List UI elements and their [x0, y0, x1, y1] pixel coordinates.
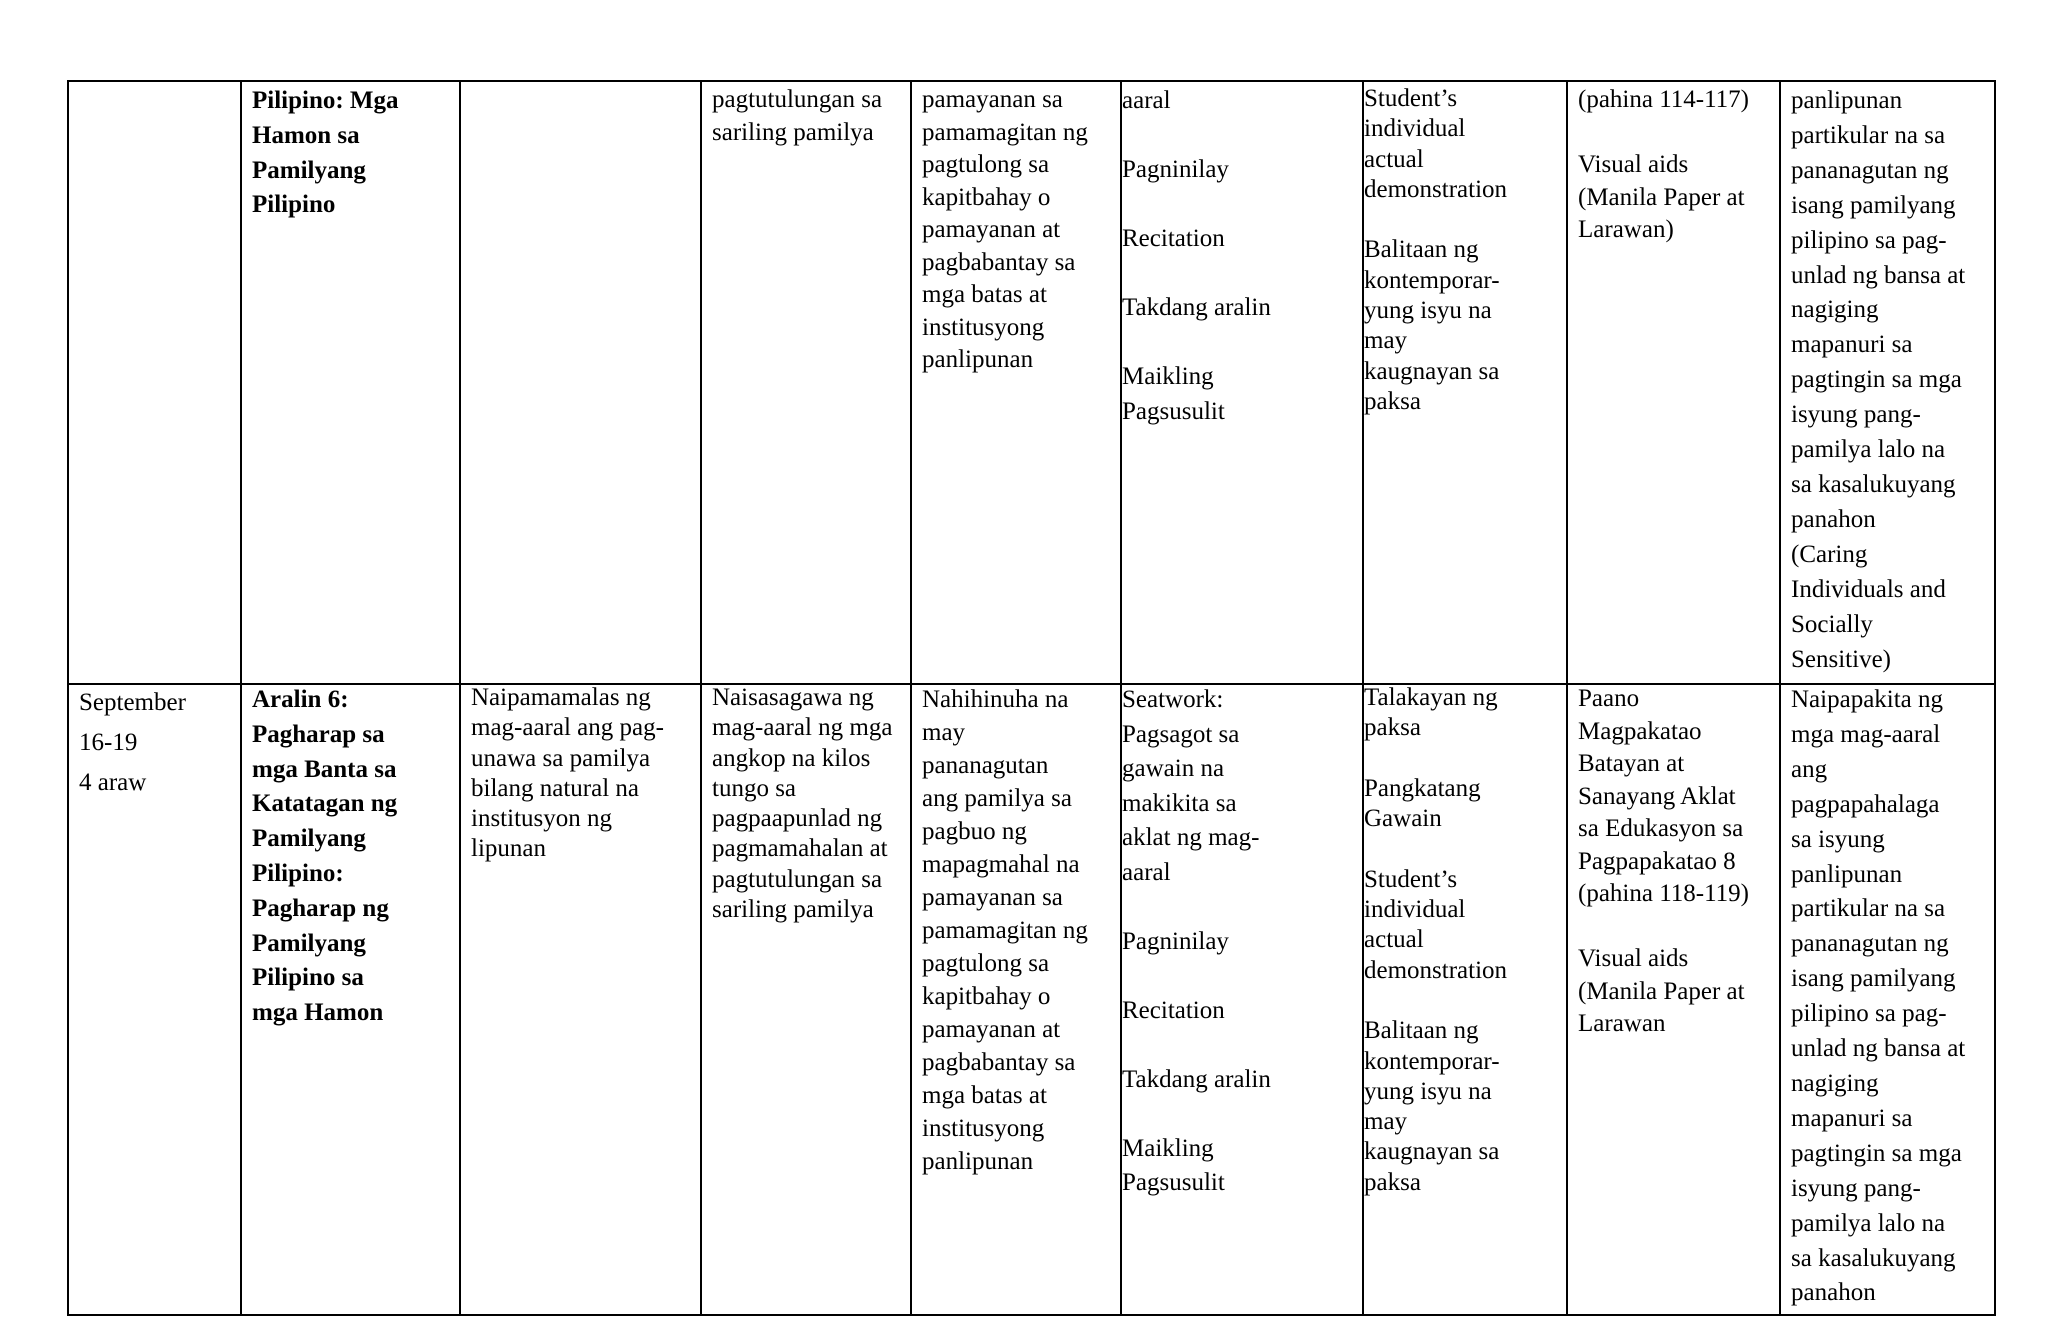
- content-standard-cell: Naipamamalas ng mag-aaral ang pag- unawa sa pamilya bilang natural na institusyon ng lipunan: [461, 683, 702, 1316]
- performance-standard-cell: Naisasagawa ng mag-aaral ng mga angkop na kilos tungo sa pagpaapunlad ng pagmamahalan at pagtutulungan sa sariling pamilya: [702, 683, 912, 1316]
- table-row: [69, 82, 1994, 685]
- values-cell: panlipunan partikular na sa pananagutan ng isang pamilyang pilipino sa pag- unlad ng bansa at nagiging mapanuri sa pagtingin sa mga isyung pang- pamilya lalo na sa kasalukuyang panahon (Caring Individuals and Socially Sensitive): [1791, 87, 1966, 673]
- assessment-cell: aaral Pagninilay Recitation Takdang aralin Maikling Pagsusulit: [1122, 82, 1364, 683]
- activities-cell: Talakayan ng paksa Pangkatang Gawain Student’s individual actual demonstration Balitaan ng kontemporar- yung isyu na may kaugnayan sa paksa: [1364, 683, 1568, 1316]
- resources-cell: (pahina 114-117) Visual aids (Manila Paper at Larawan): [1568, 82, 1781, 683]
- values-cell: Naipapakita ng mga mag-aaral ang pagpapahalaga sa isyung panlipunan partikular na sa pananagutan ng isang pamilyang pilipino sa pag- unlad ng bansa at nagiging mapanuri sa pagtingin sa mga isyung pang- pamilya lalo na sa kasalukuyang panahon: [1791, 686, 1966, 1307]
- date-cell: [69, 82, 242, 683]
- assessment-cell: Seatwork: Pagsagot sa gawain na makikita sa aklat ng mag- aaral Pagninilay Recitation Takdang aralin Maikling Pagsusulit: [1122, 683, 1364, 1316]
- competency-cell: Nahihinuha na may pananagutan ang pamilya sa pagbuo ng mapagmahal na pamayanan sa pamamagitan ng pagtulong sa kapitbahay o pamayanan at pagbabantay sa mga batas at institusyong panlipunan: [912, 683, 1122, 1316]
- competency-cell: pamayanan sa pamamagitan ng pagtulong sa kapitbahay o pamayanan at pagbabantay sa mga batas at institusyong panlipunan: [912, 82, 1122, 683]
- content-standard-cell: [461, 82, 702, 683]
- performance-standard-cell: pagtutulungan sa sariling pamilya: [702, 82, 912, 683]
- date-cell: September 16-19 4 araw: [69, 683, 242, 1316]
- topic-cell: Aralin 6: Pagharap sa mga Banta sa Katatagan ng Pamilyang Pilipino: Pagharap ng Pamilyang Pilipino sa mga Hamon: [242, 683, 461, 1316]
- lesson-plan-table: [67, 80, 1996, 1316]
- resources-cell: Paano Magpakatao Batayan at Sanayang Aklat sa Edukasyon sa Pagpapakatao 8 (pahina 118-119) Visual aids (Manila Paper at Larawan: [1568, 683, 1781, 1316]
- topic-cell: Pilipino: Mga Hamon sa Pamilyang Pilipino: [242, 82, 461, 683]
- activities-cell: Student’s individual actual demonstration Balitaan ng kontemporar- yung isyu na may kaugnayan sa paksa: [1364, 82, 1568, 683]
- table-row: [69, 683, 1994, 1316]
